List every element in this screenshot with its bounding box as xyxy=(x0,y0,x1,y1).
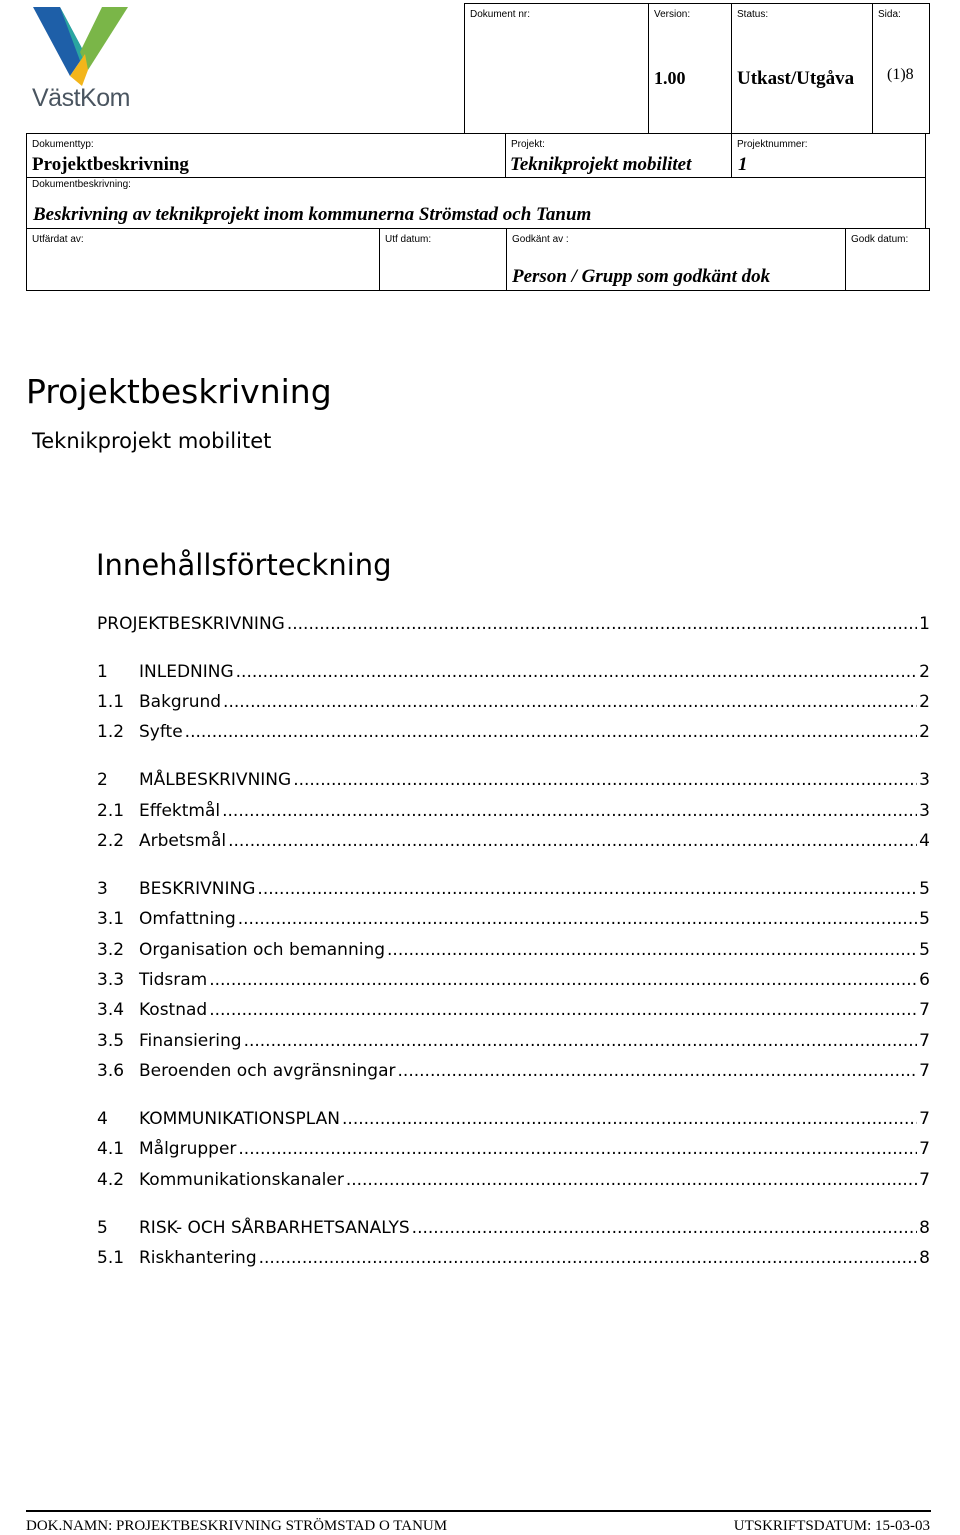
toc-entry-page: 8 xyxy=(919,1218,930,1238)
projektnummer-value: 1 xyxy=(738,154,748,175)
toc-entry-page: 6 xyxy=(919,970,930,990)
toc-entry[interactable] xyxy=(97,905,930,929)
projektnummer-label: Projektnummer: xyxy=(737,139,808,150)
toc-entry[interactable] xyxy=(97,1214,930,1238)
toc-entry-num: 1 xyxy=(97,662,108,682)
status-cell xyxy=(732,4,873,134)
header-approval-table xyxy=(26,228,930,291)
toc-entry-text: INLEDNING xyxy=(139,662,234,682)
toc-entry-page: 7 xyxy=(919,1000,930,1020)
toc-entry-text: Kostnad xyxy=(139,1000,208,1020)
dokumentbeskrivning-label: Dokumentbeskrivning: xyxy=(32,179,131,190)
toc-leader xyxy=(257,879,917,899)
page-subtitle: Teknikprojekt mobilitet xyxy=(32,429,272,453)
utfardat-cell xyxy=(27,229,380,291)
godkant-label: Godkänt av : xyxy=(512,234,569,245)
toc-entry[interactable] xyxy=(97,936,930,960)
toc-entry-num: 4 xyxy=(97,1109,108,1129)
version-cell xyxy=(649,4,732,134)
toc-leader xyxy=(238,1139,917,1159)
sida-label: Sida: xyxy=(878,9,901,20)
toc-leader xyxy=(228,831,917,851)
toc-entry-page: 4 xyxy=(919,831,930,851)
toc-entry-text: Riskhantering xyxy=(139,1248,257,1268)
toc-leader xyxy=(222,801,917,821)
dokumentbeskrivning-value: Beskrivning av teknikprojekt inom kommunerna Strömstad och Tanum xyxy=(33,204,592,225)
toc-entry-text: Beroenden och avgränsningar xyxy=(139,1061,396,1081)
toc-entry-page: 2 xyxy=(919,662,930,682)
dokumentbeskrivning-cell xyxy=(27,178,926,229)
toc-entry-num: 4.1 xyxy=(97,1139,125,1159)
toc-entry-page: 7 xyxy=(919,1109,930,1129)
toc-leader xyxy=(259,1248,918,1268)
toc-entry-num: 1.2 xyxy=(97,722,125,742)
godkant-value: Person / Grupp som godkänt dok xyxy=(512,266,771,287)
toc-entry[interactable] xyxy=(97,1166,930,1190)
godk-datum-cell xyxy=(846,229,930,291)
toc-entry-text: Omfattning xyxy=(139,909,236,929)
footer-divider xyxy=(26,1510,931,1512)
toc-leader xyxy=(236,662,918,682)
toc-entry-text: Arbetsmål xyxy=(139,831,227,851)
toc-entry-num: 3.3 xyxy=(97,970,125,990)
toc-entry[interactable] xyxy=(97,966,930,990)
godkant-cell xyxy=(507,229,846,291)
projektnummer-cell xyxy=(732,134,926,178)
sida-value: (1)8 xyxy=(887,66,914,83)
header-top-table xyxy=(464,3,930,134)
toc-entry-page: 7 xyxy=(919,1139,930,1159)
toc-entry[interactable] xyxy=(97,996,930,1020)
toc-entry[interactable] xyxy=(97,1135,930,1159)
toc-leader xyxy=(244,1031,918,1051)
toc-entry-num: 5.1 xyxy=(97,1248,125,1268)
toc-entry[interactable] xyxy=(97,1244,930,1268)
version-label: Version: xyxy=(654,9,691,20)
toc-entry[interactable] xyxy=(97,658,930,682)
toc-leader xyxy=(398,1061,918,1081)
toc-entry-page: 5 xyxy=(919,879,930,899)
toc-entry[interactable] xyxy=(97,1027,930,1051)
toc-leader xyxy=(238,909,917,929)
projekt-cell xyxy=(506,134,732,178)
toc-entry-page: 7 xyxy=(919,1061,930,1081)
projekt-value: Teknikprojekt mobilitet xyxy=(510,154,692,175)
toc-leader xyxy=(387,940,917,960)
toc-entry-num: 3.5 xyxy=(97,1031,125,1051)
toc-entry-num: 2 xyxy=(97,770,108,790)
toc-leader xyxy=(287,614,917,634)
toc-entry-page: 1 xyxy=(919,614,930,634)
logo-text: VästKom xyxy=(32,84,130,112)
toc-entry-num: 3 xyxy=(97,879,108,899)
toc-leader xyxy=(209,970,917,990)
toc-entry-page: 7 xyxy=(919,1170,930,1190)
toc-entry-num: 2.2 xyxy=(97,831,125,851)
toc-entry-text: Effektmål xyxy=(139,801,221,821)
toc-entry[interactable] xyxy=(97,1057,930,1081)
status-value: Utkast/Utgåva xyxy=(737,68,855,89)
toc-entry-text: PROJEKTBESKRIVNING xyxy=(97,614,285,634)
toc-entry-text: Tidsram xyxy=(139,970,208,990)
toc-leader xyxy=(185,722,918,742)
toc-entry[interactable] xyxy=(97,827,930,851)
toc-entry-text: RISK- OCH SÅRBARHETSANALYS xyxy=(139,1218,410,1238)
footer-print-date: UTSKRIFTSDATUM: 15-03-03 xyxy=(733,1518,930,1534)
toc-entry-num: 2.1 xyxy=(97,801,125,821)
version-value: 1.00 xyxy=(654,68,686,88)
toc-leader xyxy=(346,1170,917,1190)
godk-datum-label: Godk datum: xyxy=(851,234,909,245)
toc-entry-page: 2 xyxy=(919,722,930,742)
toc-entry-page: 7 xyxy=(919,1031,930,1051)
toc-entry[interactable] xyxy=(97,766,930,790)
toc-entry[interactable] xyxy=(97,797,930,821)
toc-entry-text: Kommunikationskanaler xyxy=(139,1170,344,1190)
toc-entry-page: 5 xyxy=(919,909,930,929)
toc-leader xyxy=(209,1000,917,1020)
toc-entry-text: Organisation och bemanning xyxy=(139,940,386,960)
toc-entry-text: Bakgrund xyxy=(139,692,222,712)
toc-entry-text: Syfte xyxy=(139,722,183,742)
toc-entry-text: KOMMUNIKATIONSPLAN xyxy=(139,1109,341,1129)
toc-entry-text: Finansiering xyxy=(139,1031,242,1051)
toc-leader xyxy=(342,1109,917,1129)
projekt-label: Projekt: xyxy=(511,139,545,150)
footer-doc-name: DOK.NAMN: PROJEKTBESKRIVNING STRÖMSTAD O TANUM xyxy=(26,1518,448,1534)
toc-entry-page: 3 xyxy=(919,801,930,821)
toc-entry[interactable] xyxy=(97,875,930,899)
toc-entry-text: BESKRIVNING xyxy=(139,879,256,899)
toc-entry-page: 8 xyxy=(919,1248,930,1268)
toc-title: Innehållsförteckning xyxy=(96,548,392,582)
toc-entry[interactable] xyxy=(97,1105,930,1129)
toc-leader xyxy=(412,1218,918,1238)
toc-entry[interactable] xyxy=(97,610,930,634)
utfardat-label: Utfärdat av: xyxy=(32,234,84,245)
toc-entry-num: 3.6 xyxy=(97,1061,125,1081)
utf-datum-cell xyxy=(380,229,507,291)
status-label: Status: xyxy=(737,9,769,20)
toc-entry[interactable] xyxy=(97,688,930,712)
toc-entry-num: 3.2 xyxy=(97,940,125,960)
toc-entry-num: 5 xyxy=(97,1218,108,1238)
dokumenttyp-label: Dokumenttyp: xyxy=(32,139,94,150)
toc-entry-num: 3.1 xyxy=(97,909,125,929)
toc-entry-page: 2 xyxy=(919,692,930,712)
dokument-nr-label: Dokument nr: xyxy=(470,9,531,20)
toc-entry-page: 3 xyxy=(919,770,930,790)
toc-entry-num: 3.4 xyxy=(97,1000,125,1020)
page-title: Projektbeskrivning xyxy=(26,372,332,411)
toc-entry-num: 1.1 xyxy=(97,692,125,712)
dokumenttyp-cell xyxy=(27,134,506,178)
toc-leader xyxy=(293,770,917,790)
utf-datum-label: Utf datum: xyxy=(385,234,432,245)
dokument-nr-cell xyxy=(465,4,649,134)
toc-entry-text: Målgrupper xyxy=(139,1139,237,1159)
sida-cell xyxy=(873,4,930,134)
dokumenttyp-value: Projektbeskrivning xyxy=(32,154,189,175)
toc-entry-num: 4.2 xyxy=(97,1170,125,1190)
toc-entry-text: MÅLBESKRIVNING xyxy=(139,770,292,790)
toc-entry-page: 5 xyxy=(919,940,930,960)
toc-leader xyxy=(223,692,917,712)
header-type-table xyxy=(26,133,926,229)
toc-entry[interactable] xyxy=(97,718,930,742)
